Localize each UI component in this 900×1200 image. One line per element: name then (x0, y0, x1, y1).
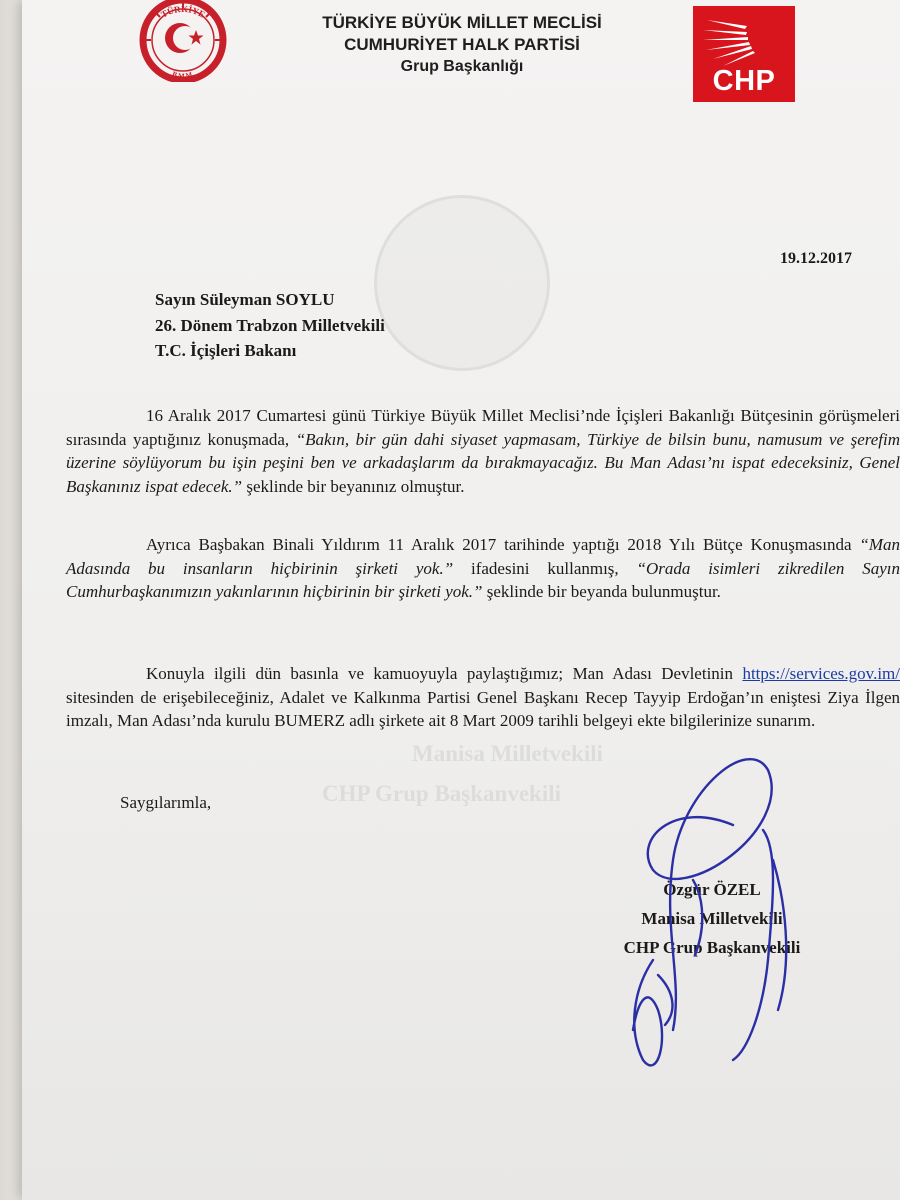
body-paragraph-1 (66, 404, 900, 498)
bleed-through-line-1: Manisa Milletvekili (412, 741, 604, 766)
services-gov-im-link[interactable]: https://services.gov.im/ (742, 664, 900, 683)
closing-salutation: Saygılarımla, (120, 793, 212, 812)
body-paragraph-3 (66, 662, 900, 733)
tbmm-emblem (122, 0, 244, 82)
chp-logo-text: CHP (712, 65, 776, 97)
p2-quote-1: “Man Adasında bu insanların hiçbirinin şirketi yok.” (66, 535, 900, 578)
tbmm-emblem-top-text: TÜRKİYE (159, 3, 207, 20)
recipient-title-2: T.C. İçişleri Bakanı (155, 341, 297, 360)
p2-quote-2: “Orada isimleri zikredilen Sayın Cumhurbaşkanımızın yakınlarının hiçbirinin bir şirketi yok.” (66, 558, 900, 601)
body-paragraph-2 (66, 533, 900, 604)
bleed-through-text (322, 734, 603, 814)
letter-page (22, 0, 900, 1200)
recipient-title-1: 26. Dönem Trabzon Milletvekili (155, 315, 385, 335)
letterhead-line-parliament: TÜRKİYE BÜYÜK MİLLET MECLİSİ (322, 13, 602, 32)
recipient-block (155, 287, 385, 364)
signature-block (592, 875, 832, 962)
p2-text: Ayrıca Başbakan Binali Yıldırım 11 Aralık 2017 tarihinde yaptığı 2018 Yılı Bütçe Konuşmasında (146, 535, 860, 554)
tbmm-emblem-bottom-text: B.M.M. (171, 69, 196, 81)
letterhead (252, 12, 672, 78)
p2-mid: ifadesini kullanmış, (453, 558, 637, 578)
underlying-page-edge (0, 0, 22, 1200)
chp-logo (693, 6, 795, 102)
p3-text: Konuyla ilgili dün basınla ve kamuoyuyla paylaştığımız; Man Adası Devletinin (146, 664, 743, 683)
signatory-role-2: CHP Grup Başkanvekili (623, 938, 801, 957)
letterhead-line-group: Grup Başkanlığı (400, 58, 524, 75)
signatory-role-1: Manisa Milletvekili (641, 909, 783, 928)
signatory-name: Özgür ÖZEL (663, 880, 761, 899)
p1-quote: “Bakın, bir gün dahi siyaset yapmasam, Türkiye de bilsin bunu, namusum ve şerefim üzerine söylüyorum bu işin peşini ben ve arkadaşlarım da bırakmayacağız. Bu Man Adası’nı ispat edeceksiniz, Genel Başkanınız ispat edecek.” (66, 429, 900, 496)
letterhead-line-party: CUMHURİYET HALK PARTİSİ (344, 35, 580, 54)
p3-tail: sitesinden de erişebileceğiniz, Adalet ve Kalkınma Partisi Genel Başkanı Recep Tayyip Erdoğan’ın eniştesi Ziya İlgen imzalı, Man Adası’nda kurulu BUMERZ adlı şirkete ait 8 Mart 2009 tarihli belgeyi ekte bilgilerinize sunarım. (66, 687, 900, 730)
p1-text: 16 Aralık 2017 Cumartesi günü Türkiye Büyük Millet Meclisi’nde İçişleri Bakanlığı Bütçesinin görüşmeleri sırasında yaptığınız konuşmada, (66, 406, 900, 449)
recipient-name: Sayın Süleyman SOYLU (155, 290, 335, 309)
watermark-emblem (374, 195, 550, 371)
letter-date: 19.12.2017 (780, 250, 852, 267)
bleed-through-line-2: CHP Grup Başkanvekili (322, 781, 562, 806)
p2-tail: şeklinde bir beyanda bulunmuştur. (482, 582, 721, 601)
p1-tail: şeklinde bir beyanınız olmuştur. (242, 476, 465, 496)
six-arrows-icon (693, 6, 795, 68)
